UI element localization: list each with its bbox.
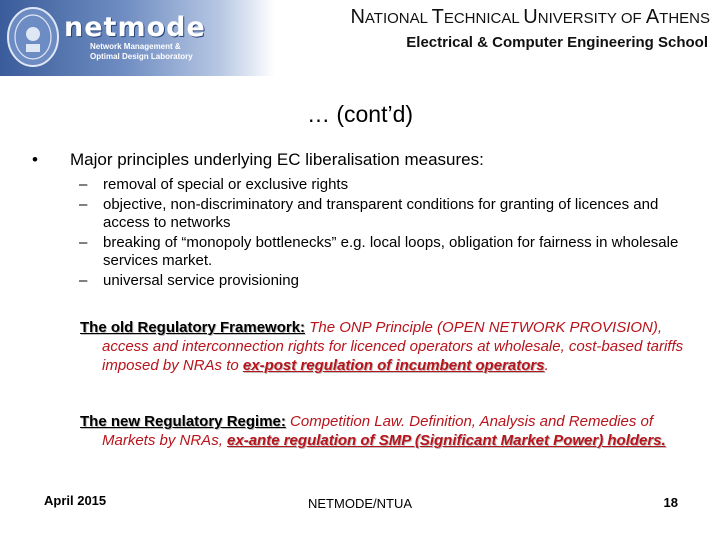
university-rest-3: NIVERSITY OF — [537, 10, 646, 27]
page-number: 18 — [663, 495, 678, 510]
dash-marker: – — [79, 272, 88, 289]
university-rest-4: THENS — [659, 10, 710, 27]
sub-bullet-text: objective, non-discriminatory and transparent conditions for granting of licences and access to networks — [103, 196, 659, 231]
dash-marker: – — [79, 196, 88, 213]
school-name: Electrical & Computer Engineering School — [406, 34, 708, 51]
main-bullet — [32, 150, 484, 170]
old-framework-paragraph — [80, 318, 702, 375]
footer-date: April 2015 — [44, 493, 107, 508]
logo-subtitle-line-2: Optimal Design Laboratory — [90, 52, 193, 61]
university-name — [350, 6, 710, 29]
new-regime-body: Competition Law. Definition, Analysis and Remedies of Markets by NRAs, — [102, 413, 654, 449]
old-framework-body: The ONP Principle (OPEN NETWORK PROVISION), access and interconnection rights for licenced operators at wholesale, cost-based tariffs imposed by NRAs to — [102, 319, 684, 374]
old-framework-tail: . — [544, 357, 549, 374]
footer-source: NETMODE/NTUA — [308, 496, 412, 511]
bullet-marker: • — [32, 150, 38, 169]
university-cap-4: A — [645, 6, 660, 28]
sub-bullet-item — [79, 234, 689, 270]
sub-bullet-text: universal service provisioning — [103, 272, 299, 289]
sub-bullet-item — [79, 272, 689, 290]
university-cap-2: T — [431, 6, 444, 28]
dash-marker: – — [79, 234, 88, 251]
university-rest-2: ECHNICAL — [443, 10, 524, 27]
university-seal-icon — [6, 6, 60, 68]
new-regime-emphasis: ex-ante regulation of SMP (Significant Market Power) holders. — [227, 432, 666, 449]
old-framework-emphasis: ex-post regulation of incumbent operators — [242, 357, 545, 374]
main-bullet-text: Major principles underlying EC liberalisation measures: — [70, 150, 484, 169]
netmode-logo — [0, 0, 275, 76]
new-regime-heading: The new Regulatory Regime: — [80, 413, 286, 430]
logo-subtitle-line-1: Network Management & — [90, 42, 181, 51]
university-rest-1: ATIONAL — [364, 10, 432, 27]
sub-bullet-text: removal of special or exclusive rights — [103, 176, 349, 193]
university-cap-1: N — [350, 6, 365, 28]
new-regime-paragraph — [80, 412, 702, 450]
old-framework-heading: The old Regulatory Framework: — [80, 319, 306, 336]
dash-marker: – — [79, 176, 88, 193]
sub-bullet-text: breaking of “monopoly bottlenecks” e.g. local loops, obligation for fairness in wholesale services market. — [103, 234, 679, 269]
sub-bullet-item — [79, 196, 689, 232]
logo-wordmark: netmode — [64, 12, 206, 43]
slide-title: … (cont’d) — [306, 101, 414, 127]
university-cap-3: U — [523, 6, 538, 28]
sub-bullet-list — [79, 176, 689, 292]
sub-bullet-item — [79, 176, 689, 194]
